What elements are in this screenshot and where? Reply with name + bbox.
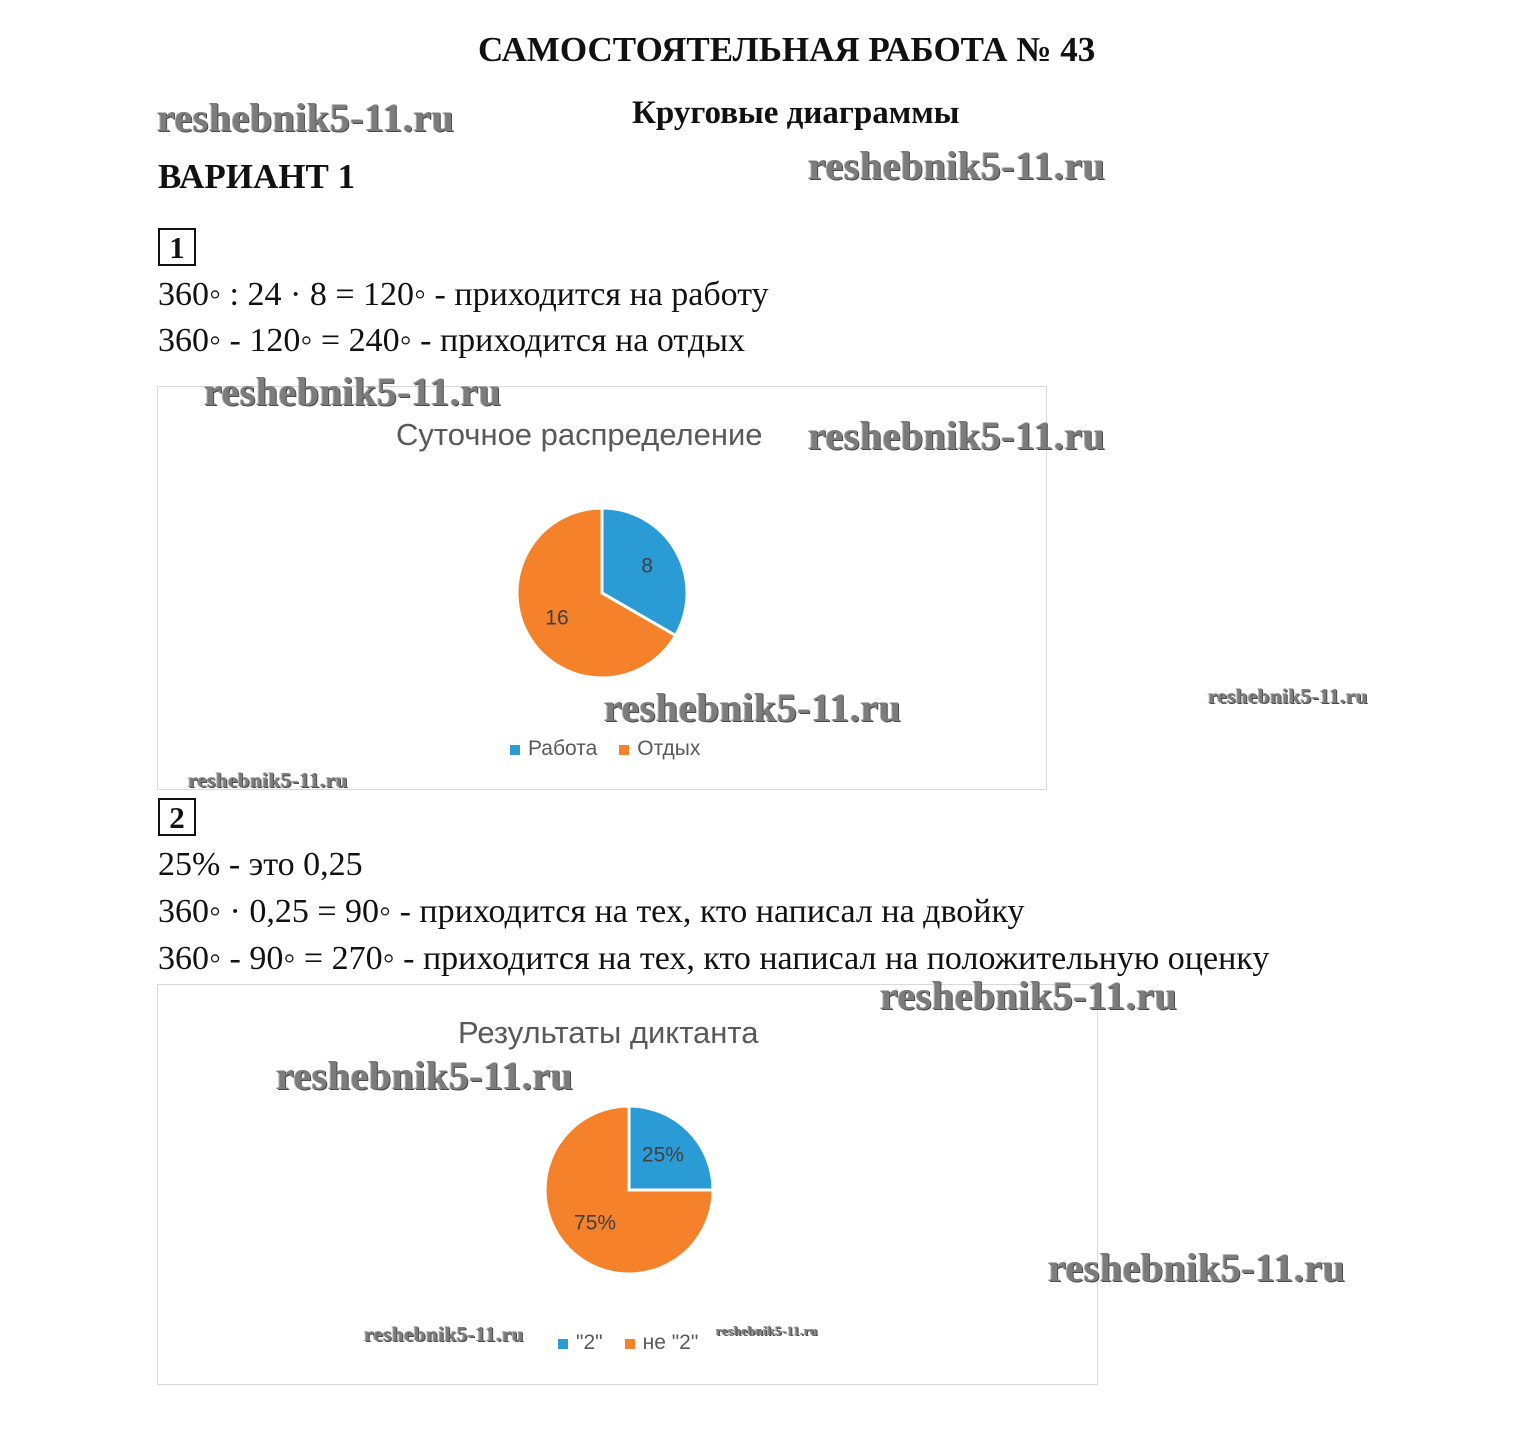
watermark: reshebnik5-11.ru xyxy=(716,1323,819,1338)
legend-label: Отдых xyxy=(637,737,701,760)
task-1-line-1: 360◦ : 24 · 8 = 120◦ - приходится на работу xyxy=(158,276,769,313)
watermark: reshebnik5-11.ru xyxy=(188,768,348,792)
task-number-2: 2 xyxy=(158,798,196,836)
task-2-line-1: 25% - это 0,25 xyxy=(158,846,363,883)
chart-legend xyxy=(558,1331,698,1355)
legend-label: Работа xyxy=(528,737,598,760)
chart-legend xyxy=(510,737,700,761)
task-2-line-3: 360◦ - 90◦ = 270◦ - приходится на тех, кто написал на положительную оценку xyxy=(158,940,1270,977)
legend-item-two xyxy=(558,1331,603,1355)
variant-heading: ВАРИАНТ 1 xyxy=(158,157,356,196)
watermark: reshebnik5-11.ru xyxy=(1208,684,1368,708)
watermark: reshebnik5-11.ru xyxy=(276,1053,574,1098)
legend-swatch xyxy=(558,1339,568,1349)
watermark: reshebnik5-11.ru xyxy=(364,1322,524,1346)
watermark: reshebnik5-11.ru xyxy=(1048,1245,1346,1290)
page-title: САМОСТОЯТЕЛЬНАЯ РАБОТА № 43 xyxy=(478,30,1096,69)
page-subtitle: Круговые диаграммы xyxy=(632,95,960,131)
chart-title: Суточное распределение xyxy=(396,417,763,452)
legend-swatch xyxy=(510,745,520,755)
watermark: reshebnik5-11.ru xyxy=(157,95,455,140)
task-2-line-2: 360◦ · 0,25 = 90◦ - приходится на тех, кто написал на двойку xyxy=(158,893,1025,930)
chart-title: Результаты диктанта xyxy=(458,1015,759,1050)
pie-chart-dictation xyxy=(157,984,1098,1385)
legend-swatch xyxy=(625,1339,635,1349)
data-label: 16 xyxy=(545,606,569,630)
watermark: reshebnik5-11.ru xyxy=(808,143,1106,188)
legend-item-rest xyxy=(619,737,700,761)
pie-svg xyxy=(158,985,1097,1384)
watermark: reshebnik5-11.ru xyxy=(204,369,502,414)
legend-item-not-two xyxy=(625,1331,699,1355)
data-label: 75% xyxy=(574,1211,617,1235)
data-label: 25% xyxy=(641,1143,684,1167)
watermark: reshebnik5-11.ru xyxy=(604,685,902,730)
data-label: 8 xyxy=(641,554,653,578)
task-1-line-2: 360◦ - 120◦ = 240◦ - приходится на отдых xyxy=(158,322,745,359)
watermark: reshebnik5-11.ru xyxy=(880,973,1178,1018)
task-number-1: 1 xyxy=(158,228,196,266)
watermark: reshebnik5-11.ru xyxy=(808,413,1106,458)
legend-item-work xyxy=(510,737,597,761)
legend-swatch xyxy=(619,745,629,755)
legend-label: "2" xyxy=(576,1331,603,1354)
legend-label: не "2" xyxy=(642,1331,699,1354)
